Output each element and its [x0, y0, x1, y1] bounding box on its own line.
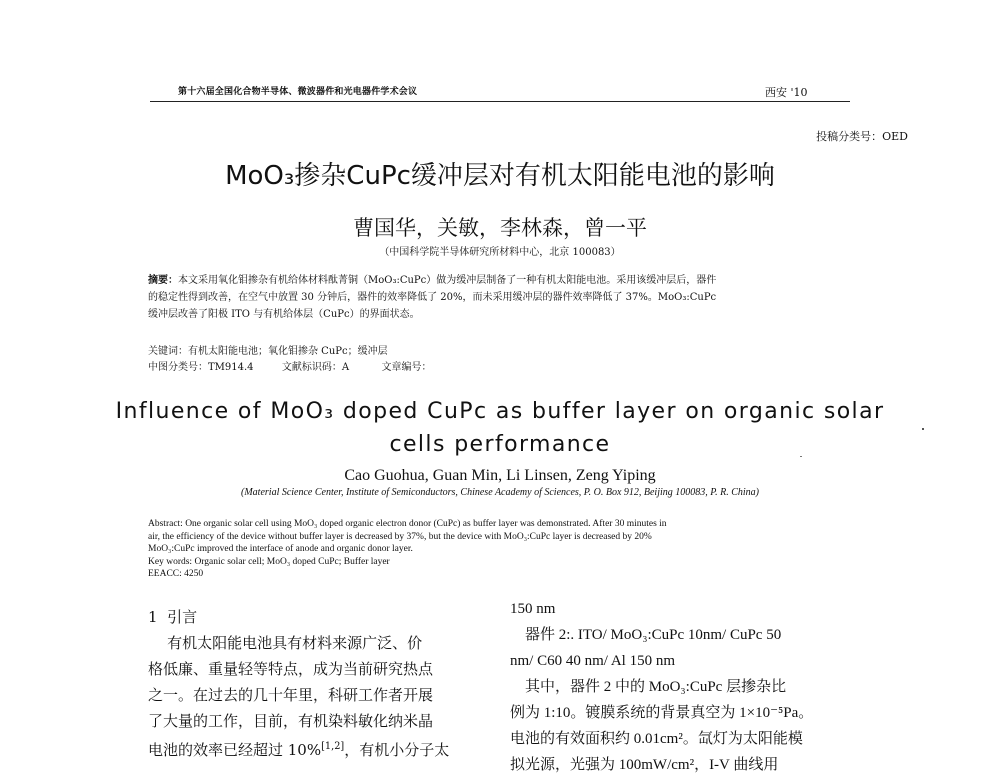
authors-chinese: 曹国华，关敏，李林森，曾一平	[353, 216, 647, 240]
submission-classification: 投稿分类号：OED	[816, 130, 908, 143]
keywords-chinese	[148, 344, 432, 376]
header-rule	[150, 101, 850, 102]
clc-number: 中图分类号：TM914.4	[148, 362, 254, 373]
paper-title-chinese: MoO₃掺杂CuPc缓冲层对有机太阳能电池的影响	[225, 161, 775, 191]
scan-speck	[800, 456, 802, 457]
body-line: 150 nm	[510, 601, 556, 617]
abstract-chinese	[148, 272, 868, 323]
body-line	[148, 734, 493, 763]
affiliation-chinese: （中国科学院半导体研究所材料中心，北京 100083）	[379, 247, 621, 258]
body-line: 了大量的工作，目前，有机染料敏化纳米晶	[148, 712, 434, 730]
abstract-chinese-line: 的稳定性得到改善，在空气中放置 30 分钟后，器件的效率降低了 20%，而未采用缓冲层的器件效率降低了 37%。MoO₃:CuPc	[148, 292, 717, 303]
abstract-english-line: Abstract: One organic solar cell using MoO₃ doped organic electron donor (CuPc) as buffer layer was demonstrated. After 30 minutes in	[148, 519, 667, 529]
article-number: 文章编号：	[381, 362, 432, 373]
body-column-left	[148, 604, 493, 763]
body-text: ，有机小分子太	[344, 741, 450, 759]
abstract-english-line: air, the efficiency of the device without buffer layer is decreased by 37%, but the device with MoO₃:CuPc layer is decreased by 20%	[148, 531, 652, 542]
abstract-english	[148, 518, 870, 581]
document-code: 文献标识码：A	[281, 362, 350, 373]
scan-speck	[922, 428, 924, 430]
authors-english: Cao Guohua, Guan Min, Li Linsen, Zeng Yiping	[344, 467, 656, 484]
keywords-chinese-line: 关键词：有机太阳能电池；氧化钼掺杂 CuPc；缓冲层	[148, 346, 388, 357]
body-column-right	[510, 596, 860, 778]
abstract-chinese-line: 缓冲层改善了阳极 ITO 与有机给体层（CuPc）的界面状态。	[148, 309, 420, 320]
section-heading: 1 引言	[148, 608, 198, 626]
body-line: 例为 1:10。镀膜系统的背景真空为 1×10⁻⁵Pa。	[510, 705, 814, 721]
body-line: nm/ C60 40 nm/ Al 150 nm	[510, 653, 676, 669]
abstract-english-line: MoO₃:CuPc improved the interface of anode and organic donor layer.	[148, 544, 413, 554]
affiliation-english: (Material Science Center, Institute of Semiconductors, Chinese Academy of Sciences, P. O. Box 912, Beijing 100083, P. R. China)	[241, 487, 759, 498]
abstract-label-chinese: 摘要：	[148, 275, 178, 286]
body-line: 有机太阳能电池具有材料来源广泛、价	[148, 634, 423, 652]
body-line: 格低廉、重量轻等特点，成为当前研究热点	[148, 660, 434, 678]
title-english-line: cells performance	[389, 432, 611, 457]
body-line: 拟光源，光强为 100mW/cm²，I-V 曲线用	[510, 757, 779, 773]
body-line: 电池的有效面积约 0.01cm²。氙灯为太阳能模	[510, 731, 803, 747]
eeacc-code: EEACC: 4250	[148, 569, 204, 579]
body-line: 其中，器件 2 中的 MoO₃:CuPc 层掺杂比	[510, 679, 787, 695]
body-line: 之一。在过去的几十年里，科研工作者开展	[148, 686, 434, 704]
running-header-location: 西安 '10	[765, 86, 808, 99]
title-english-line: Influence of MoO₃ doped CuPc as buffer layer on organic solar	[115, 399, 885, 424]
abstract-chinese-line: 本文采用氧化钼掺杂有机给体材料酞菁铜（MoO₃:CuPc）做为缓冲层制备了一种有机太阳能电池。采用该缓冲层后，器件	[178, 275, 717, 286]
body-line: 器件 2:. ITO/ MoO₃:CuPc 10nm/ CuPc 50	[510, 627, 782, 643]
citation-ref: [1,2]	[321, 741, 345, 752]
running-header-conference: 第十六届全国化合物半导体、微波器件和光电器件学术会议	[178, 87, 418, 97]
paper-title-english	[0, 395, 1000, 461]
keywords-english: Key words: Organic solar cell; MoO₃ doped CuPc; Buffer layer	[148, 556, 390, 567]
body-text: 电池的效率已经超过 10%	[148, 741, 322, 759]
